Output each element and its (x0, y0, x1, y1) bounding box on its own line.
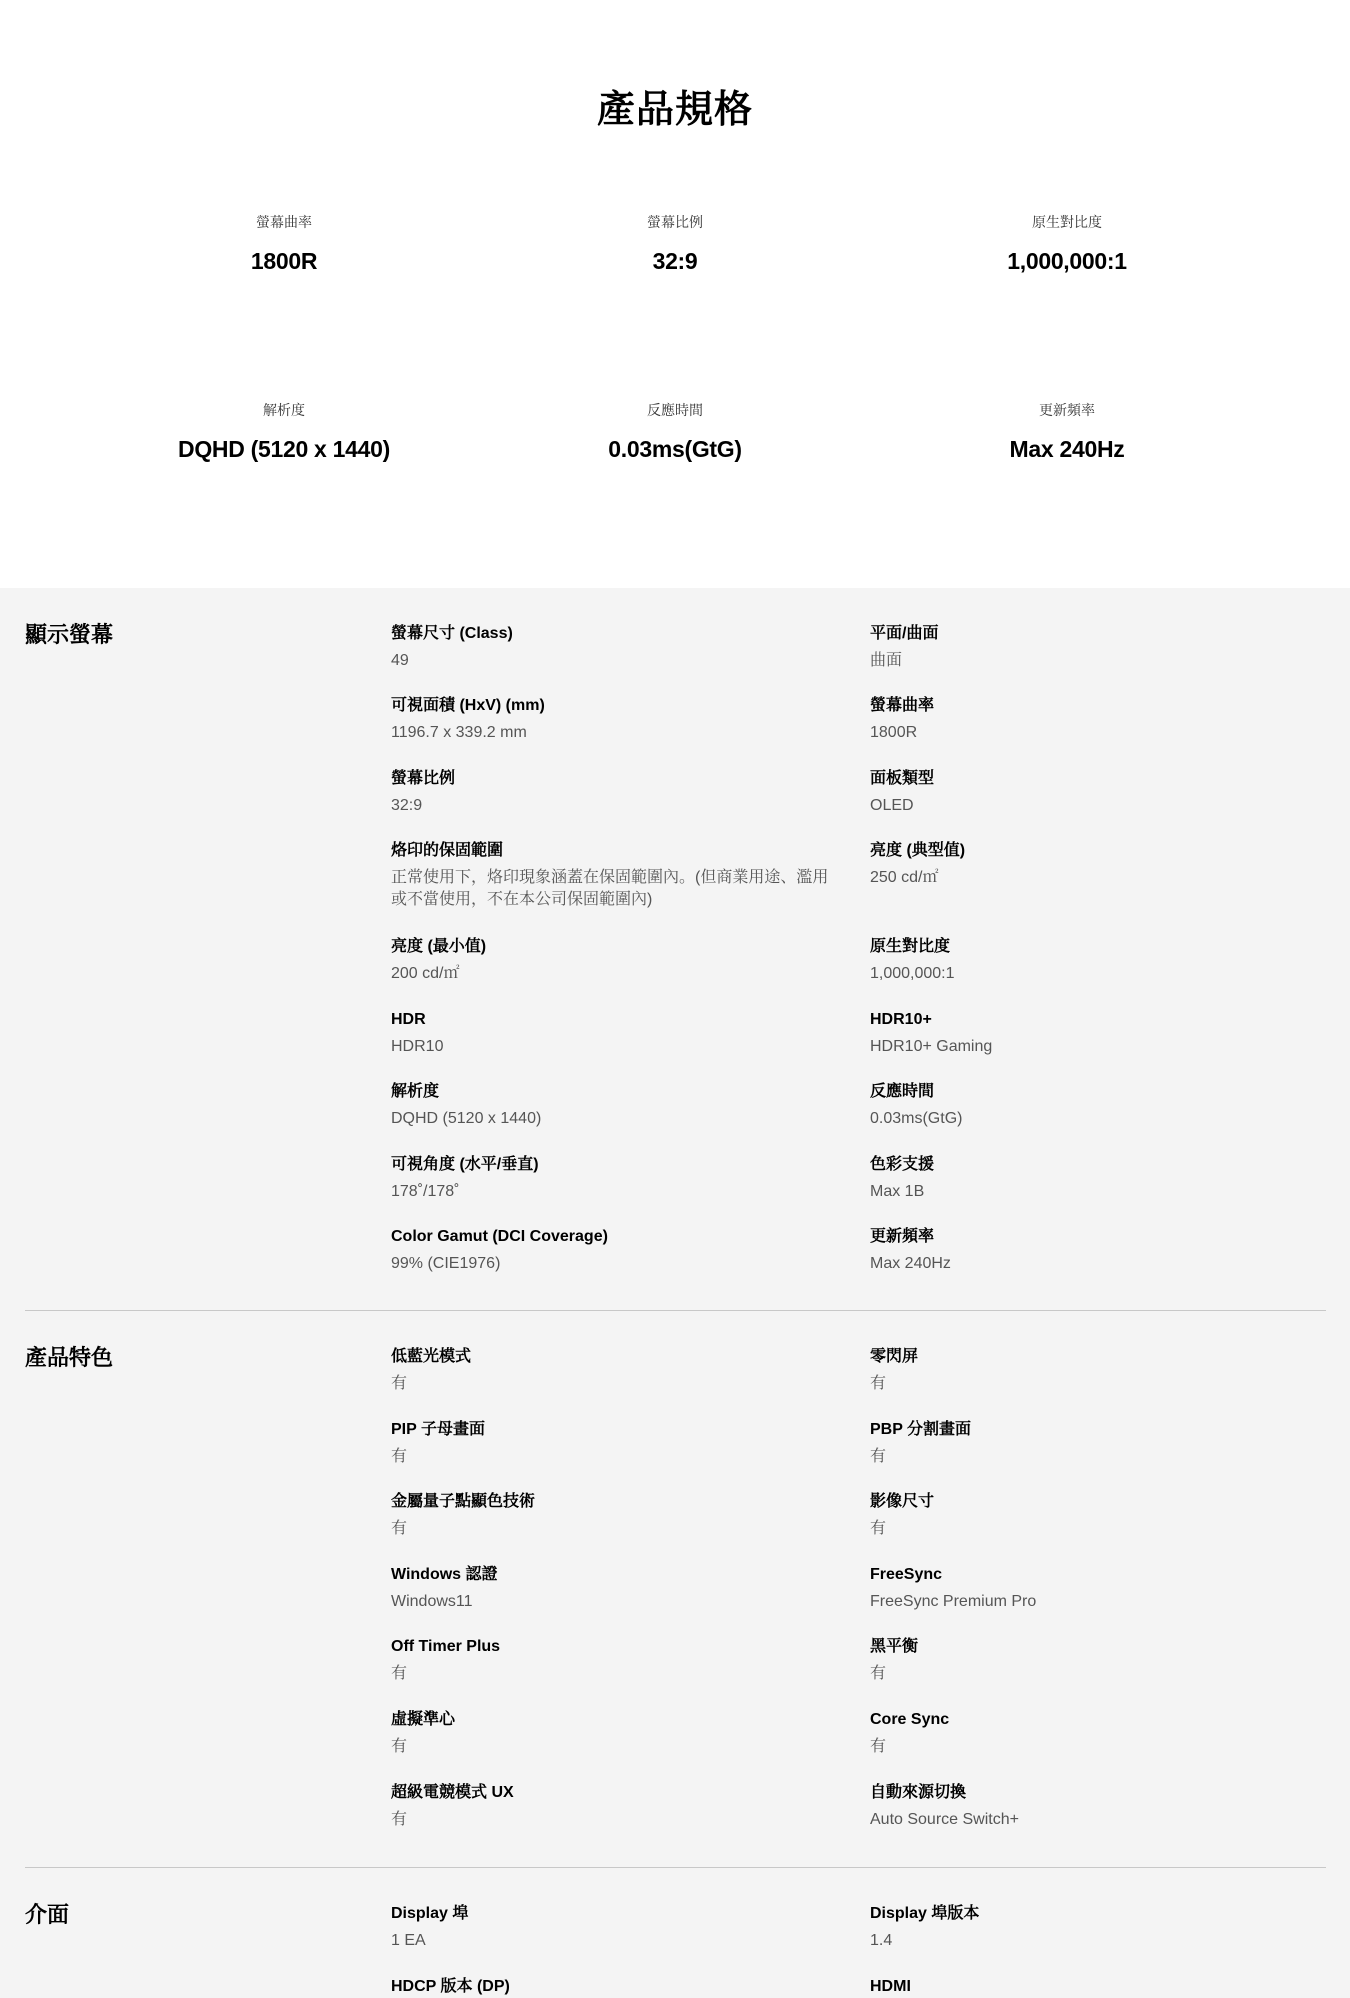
spec-item (870, 1903, 1310, 1952)
spec-item (870, 1491, 1310, 1540)
spec-value: 正常使用下，烙印現象涵蓋在保固範圍內。(但商業用途、濫用或不當使用，不在本公司保固範圍內) (391, 869, 829, 908)
highlight-value: 1,000,000:1 (1007, 248, 1127, 274)
spec-label: 螢幕比例 (391, 770, 456, 787)
spec-value: 1 EA (391, 1932, 426, 1949)
spec-item (391, 1009, 831, 1058)
highlight-label: 螢幕比例 (647, 214, 703, 230)
spec-item (870, 936, 1310, 985)
highlight-value: 32:9 (652, 248, 698, 274)
highlight-label: 原生對比度 (1032, 214, 1102, 230)
spec-value: 250 cd/㎡ (870, 869, 939, 886)
spec-label: 影像尺寸 (870, 1493, 935, 1510)
spec-value: 有 (870, 1448, 887, 1465)
spec-label: 原生對比度 (870, 938, 951, 955)
spec-item (391, 1782, 831, 1831)
spec-item (391, 840, 831, 911)
spec-item (391, 1976, 831, 1998)
spec-label: 超級電競模式 UX (391, 1784, 514, 1801)
spec-value: 有 (391, 1375, 408, 1392)
spec-item (391, 1636, 831, 1685)
spec-label: Off Timer Plus (391, 1638, 501, 1655)
category-title-interface: 介面 (25, 1902, 70, 1927)
spec-value: Auto Source Switch+ (870, 1811, 1019, 1828)
spec-item (391, 1081, 831, 1130)
spec-value: 1.4 (870, 1932, 893, 1949)
spec-label: 更新頻率 (870, 1228, 935, 1245)
spec-value: 200 cd/㎡ (391, 965, 460, 982)
spec-label: 金屬量子點顯色技術 (391, 1493, 536, 1510)
spec-label: 可視面積 (HxV) (mm) (391, 697, 545, 714)
spec-item (870, 1709, 1310, 1758)
highlight-resolution (84, 400, 484, 463)
spec-item (391, 1564, 831, 1613)
spec-label: 亮度 (最小值) (391, 938, 487, 955)
highlight-value: DQHD (5120 x 1440) (178, 436, 390, 462)
spec-value: 0.03ms(GtG) (870, 1110, 963, 1127)
spec-value: 有 (391, 1665, 408, 1682)
spec-label: 亮度 (典型值) (870, 842, 966, 859)
highlight-value: 1800R (250, 248, 318, 274)
spec-value: Max 240Hz (870, 1255, 951, 1272)
spec-item (870, 1154, 1310, 1203)
spec-value: 49 (391, 652, 409, 669)
spec-label: 反應時間 (870, 1083, 935, 1100)
spec-item (391, 1346, 831, 1395)
spec-value: 32:9 (391, 797, 423, 814)
spec-label: PIP 子母畫面 (391, 1421, 485, 1438)
spec-label: 色彩支援 (870, 1156, 935, 1173)
spec-label: Windows 認證 (391, 1566, 498, 1583)
spec-value: 有 (391, 1738, 408, 1755)
category-title-display: 顯示螢幕 (25, 622, 114, 647)
spec-label: Display 埠 (391, 1905, 469, 1922)
spec-value: 99% (CIE1976) (391, 1255, 501, 1272)
highlight-refresh-rate (867, 400, 1267, 463)
highlight-response-time (475, 400, 875, 463)
spec-label: HDCP 版本 (DP) (391, 1978, 510, 1995)
spec-item (391, 623, 831, 672)
spec-item (391, 1709, 831, 1758)
spec-value: HDR10+ Gaming (870, 1038, 993, 1055)
spec-value: Windows11 (391, 1593, 473, 1610)
spec-label: Color Gamut (DCI Coverage) (391, 1228, 608, 1245)
spec-item (870, 1346, 1310, 1395)
highlight-contrast-ratio (867, 212, 1267, 275)
spec-value: 有 (391, 1520, 408, 1537)
spec-label: 自動來源切換 (870, 1784, 967, 1801)
spec-label: HDR10+ (870, 1011, 932, 1028)
spec-value: 有 (870, 1520, 887, 1537)
spec-value: DQHD (5120 x 1440) (391, 1110, 542, 1127)
spec-item (870, 1226, 1310, 1275)
spec-item (870, 695, 1310, 744)
spec-label: 虛擬準心 (391, 1711, 456, 1728)
spec-item (870, 1636, 1310, 1685)
spec-value: OLED (870, 797, 914, 814)
spec-value: 1196.7 x 339.2 mm (391, 724, 527, 741)
highlight-value: Max 240Hz (1009, 436, 1125, 462)
highlight-label: 更新頻率 (1039, 402, 1095, 418)
spec-item (870, 623, 1310, 672)
spec-value: Max 1B (870, 1183, 925, 1200)
spec-details-section (0, 588, 1350, 1998)
spec-label: 解析度 (391, 1083, 440, 1100)
highlight-curvature (84, 212, 484, 275)
spec-item (870, 840, 1310, 889)
spec-item (391, 695, 831, 744)
highlight-label: 解析度 (263, 402, 305, 418)
spec-value: 1,000,000:1 (870, 965, 955, 982)
spec-item (391, 1491, 831, 1540)
spec-label: 烙印的保固範圍 (391, 842, 504, 859)
spec-value: 有 (391, 1811, 408, 1828)
page-title: 產品規格 (596, 89, 753, 131)
spec-label: HDMI (870, 1978, 911, 1995)
category-divider (25, 1310, 1326, 1311)
spec-item (870, 1976, 1310, 1998)
highlight-aspect-ratio (475, 212, 875, 275)
spec-label: FreeSync (870, 1566, 943, 1583)
spec-item (870, 1419, 1310, 1468)
spec-value: 曲面 (870, 652, 903, 669)
spec-label: HDR (391, 1011, 426, 1028)
spec-label: 平面/曲面 (870, 625, 939, 642)
spec-item (870, 1564, 1310, 1613)
spec-label: 螢幕曲率 (870, 697, 935, 714)
spec-label: 螢幕尺寸 (Class) (391, 625, 513, 642)
category-divider (25, 1867, 1326, 1868)
highlight-value: 0.03ms(GtG) (608, 436, 742, 462)
spec-item (391, 1226, 831, 1275)
spec-item (391, 768, 831, 817)
spec-value: 有 (391, 1448, 408, 1465)
category-title-features: 產品特色 (25, 1345, 114, 1370)
spec-item (870, 768, 1310, 817)
spec-highlights-section (0, 0, 1350, 588)
spec-value: 有 (870, 1375, 887, 1392)
highlight-label: 反應時間 (647, 402, 703, 418)
spec-label: 零閃屏 (870, 1348, 919, 1365)
spec-value: 178˚/178˚ (391, 1183, 460, 1200)
spec-value: HDR10 (391, 1038, 444, 1055)
spec-value: FreeSync Premium Pro (870, 1593, 1037, 1610)
highlight-label: 螢幕曲率 (256, 214, 312, 230)
spec-item (391, 1154, 831, 1203)
spec-item (870, 1782, 1310, 1831)
spec-label: Display 埠版本 (870, 1905, 980, 1922)
spec-label: Core Sync (870, 1711, 950, 1728)
spec-item (870, 1081, 1310, 1130)
spec-label: 黑平衡 (870, 1638, 919, 1655)
spec-item (870, 1009, 1310, 1058)
spec-label: 低藍光模式 (391, 1348, 472, 1365)
spec-item (391, 1903, 831, 1952)
spec-item (391, 1419, 831, 1468)
spec-label: 可視角度 (水平/垂直) (391, 1156, 539, 1173)
spec-value: 1800R (870, 724, 918, 741)
spec-value: 有 (870, 1665, 887, 1682)
spec-label: PBP 分割畫面 (870, 1421, 972, 1438)
spec-value: 有 (870, 1738, 887, 1755)
spec-item (391, 936, 831, 985)
spec-label: 面板類型 (870, 770, 935, 787)
